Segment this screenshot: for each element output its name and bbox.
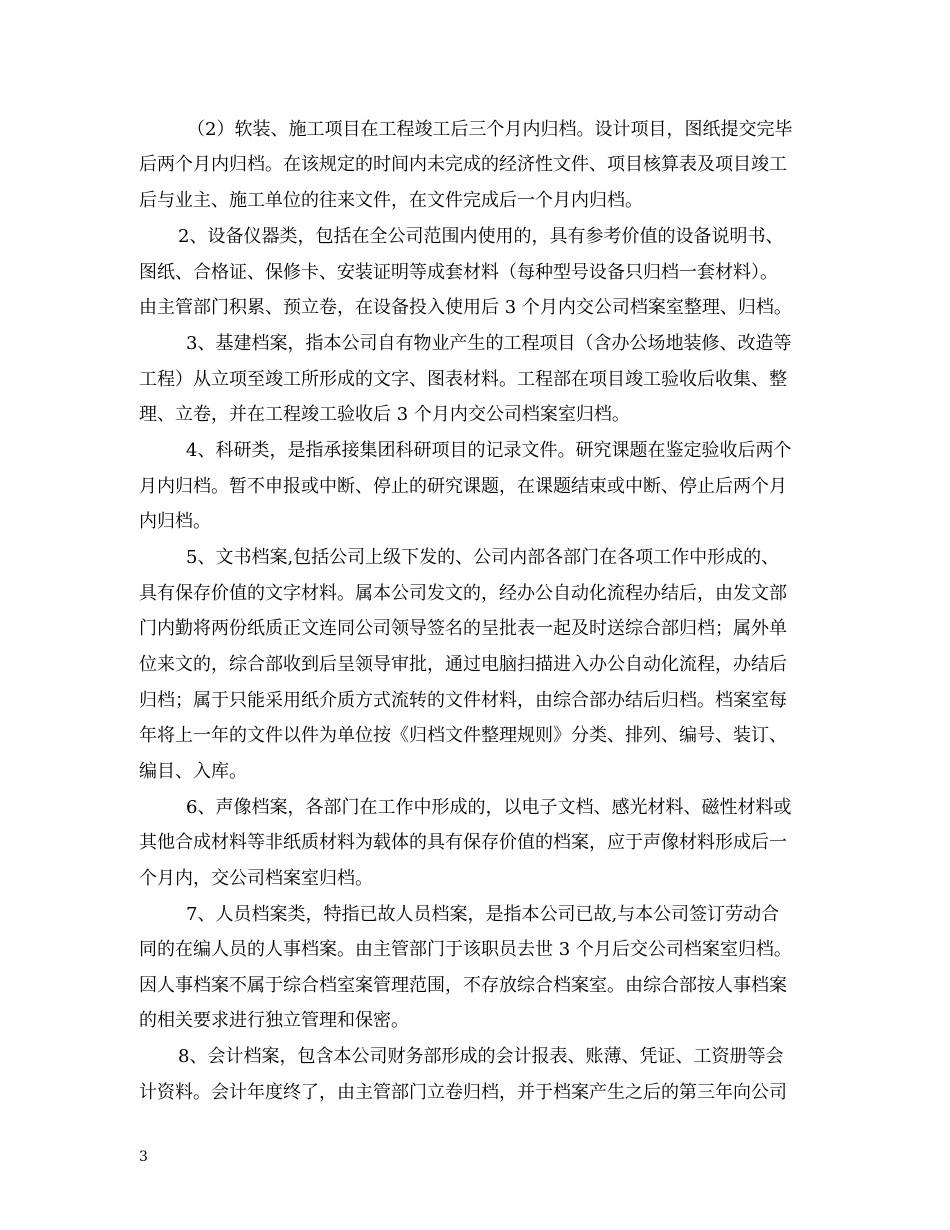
paragraph-line: 个月内，交公司档案室归档。 (139, 868, 373, 889)
paragraph-line: 后两个月内归档。在该规定的时间内未完成的经济性文件、项目核算表及项目竣工 (139, 154, 787, 175)
paragraph-line: 月内归档。暂不申报或中断、停止的研究课题，在课题结束或中断、停止后两个月 (139, 476, 787, 497)
paragraph-line: 归档；属于只能采用纸介质方式流转的文件材料，由综合部办结后归档。档案室每 (139, 690, 787, 711)
paragraph-line: 内归档。 (139, 511, 211, 532)
paragraph-line: 因人事档案不属于综合档室案管理范围，不存放综合档案室。由综合部按人事档案 (139, 975, 787, 996)
paragraph-line: 3、基建档案，指本公司自有物业产生的工程项目（含办公场地装修、改造等 (186, 333, 792, 354)
paragraph-line: 编目、入库。 (139, 761, 247, 782)
paragraph-line: 计资料。会计年度终了，由主管部门立卷归档，并于档案产生之后的第三年向公司 (139, 1082, 787, 1103)
paragraph-line: 同的在编人员的人事档案。由主管部门于该职员去世 3 个月后交公司档案室归档。 (139, 939, 792, 960)
paragraph-line: 门内勤将两份纸质正文连同公司领导签名的呈批表一起及时送综合部归档；属外单 (139, 618, 787, 639)
paragraph-line: 6、声像档案，各部门在工作中形成的，以电子文档、感光材料、磁性材料或 (186, 797, 792, 818)
paragraph-line: 图纸、合格证、保修卡、安装证明等成套材料（每种型号设备只归档一套材料）。 (139, 262, 778, 283)
paragraph-line: 的相关要求进行独立管理和保密。 (139, 1010, 409, 1031)
paragraph-line: 4、科研类，是指承接集团科研项目的记录文件。研究课题在鉴定验收后两个 (186, 440, 792, 461)
page-number: 3 (139, 1149, 148, 1165)
paragraph-line: 理、立卷，并在工程竣工验收后 3 个月内交公司档案室归档。 (139, 404, 630, 425)
paragraph-line: 年将上一年的文件以件为单位按《归档文件整理规则》分类、排列、编号、装订、 (139, 725, 787, 746)
paragraph-line: 位来文的，综合部收到后呈领导审批，通过电脑扫描进入办公自动化流程，办结后 (139, 654, 787, 675)
paragraph-line: 8、会计档案，包含本公司财务部形成的会计报表、账薄、凭证、工资册等会 (178, 1046, 784, 1067)
paragraph-line: 7、人员档案类，特指已故人员档案，是指本公司已故,与本公司签订劳动合 (186, 904, 780, 925)
paragraph-line: 工程）从立项至竣工所形成的文字、图表材料。工程部在项目竣工验收后收集、整 (139, 369, 787, 390)
paragraph-line: 5、文书档案,包括公司上级下发的、公司内部各部门在各项工作中形成的、 (186, 547, 780, 568)
paragraph-line: 由主管部门积累、预立卷，在设备投入使用后 3 个月内交公司档案室整理、归档。 (139, 297, 792, 318)
paragraph-line: 其他合成材料等非纸质材料为载体的具有保存价值的档案，应于声像材料形成后一 (139, 832, 787, 853)
paragraph-line: 具有保存价值的文字材料。属本公司发文的，经办公自动化流程办结后，由发文部 (139, 583, 787, 604)
paragraph-line: 2、设备仪器类，包括在全公司范围内使用的，具有参考价值的设备说明书、 (178, 226, 784, 247)
paragraph-line: （2）软装、施工项目在工程竣工后三个月内归档。设计项目，图纸提交完毕 (187, 119, 793, 140)
paragraph-line: 后与业主、施工单位的往来文件，在文件完成后一个月内归档。 (139, 190, 643, 211)
